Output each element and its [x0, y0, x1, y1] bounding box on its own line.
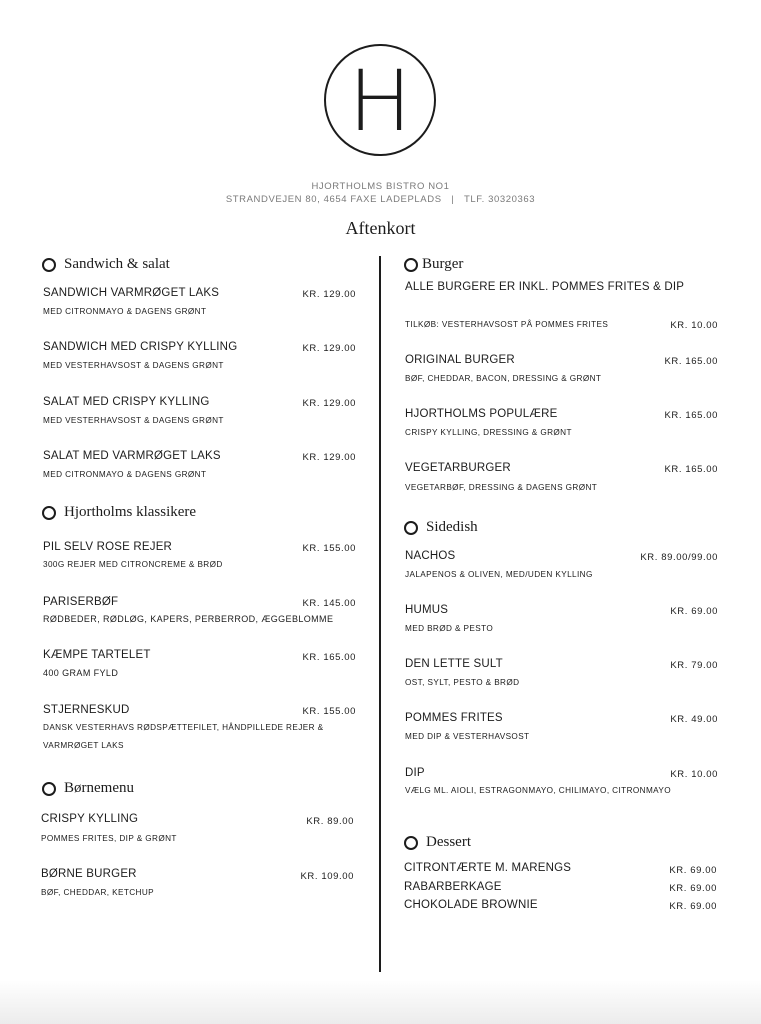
menu-item-description: 300G REJER MED CITRONCREME & BRØD	[43, 560, 223, 569]
menu-item-name: NACHOS	[405, 550, 456, 562]
section-heading-bornemenu: Børnemenu	[42, 780, 134, 797]
menu-item-name: SANDWICH MED CRISPY KYLLING	[43, 341, 238, 353]
menu-item-description: BØF, CHEDDAR, BACON, DRESSING & GRØNT	[405, 374, 602, 383]
menu-item-price: KR. 129.00	[302, 452, 356, 463]
menu-item-name: HJORTHOLMS POPULÆRE	[405, 408, 558, 420]
menu-item-description: OST, SYLT, PESTO & BRØD	[405, 678, 520, 687]
menu-item-price: KR. 69.00	[669, 883, 717, 894]
circle-bullet-icon	[404, 521, 418, 535]
restaurant-name: HJORTHOLMS BISTRO NO1	[311, 181, 450, 192]
menu-item-price: KR. 155.00	[302, 706, 356, 717]
menu-item-name: HUMUS	[405, 604, 449, 616]
menu-item-price: KR. 165.00	[302, 652, 356, 663]
menu-item-description: MED VESTERHAVSOST & DAGENS GRØNT	[43, 416, 224, 425]
menu-item-description: 400 GRAM FYLD	[43, 668, 119, 678]
menu-item-name: PIL SELV ROSE REJER	[43, 541, 173, 553]
menu-item-description: VARMRØGET LAKS	[43, 741, 124, 750]
menu-item-description: VEGETARBØF, DRESSING & DAGENS GRØNT	[405, 483, 598, 492]
menu-item-price: KR. 145.00	[302, 598, 356, 609]
menu-item-name: SALAT MED VARMRØGET LAKS	[43, 450, 221, 462]
menu-item-name: KÆMPE TARTELET	[43, 649, 151, 661]
menu-item-price: KR. 155.00	[302, 543, 356, 554]
menu-item-name: DEN LETTE SULT	[405, 658, 503, 670]
menu-item-price: KR. 129.00	[302, 398, 356, 409]
menu-item-description: CRISPY KYLLING, DRESSING & GRØNT	[405, 428, 572, 437]
menu-item-name: CHOKOLADE BROWNIE	[404, 899, 538, 911]
menu-item-name: PARISERBØF	[43, 596, 119, 608]
menu-item-description: RØDBEDER, RØDLØG, KAPERS, PERBERROD, ÆGGEBLOMME	[43, 614, 334, 624]
section-heading-sandwich: Sandwich & salat	[42, 256, 170, 273]
menu-item-name: DIP	[405, 767, 425, 779]
column-divider	[379, 256, 381, 972]
menu-item-name: RABARBERKAGE	[404, 881, 502, 893]
menu-item-price: KR. 69.00	[669, 901, 717, 912]
circle-bullet-icon	[42, 782, 56, 796]
menu-item-price: KR. 129.00	[302, 289, 356, 300]
menu-item-price: KR. 165.00	[664, 356, 718, 367]
menu-item-price: KR. 165.00	[664, 464, 718, 475]
menu-item-description: MED BRØD & PESTO	[405, 624, 494, 633]
menu-item-price: KR. 69.00	[670, 606, 718, 617]
menu-item-name: POMMES FRITES	[405, 712, 503, 724]
addon-name: TILKØB: VESTERHAVSOST PÅ POMMES FRITES	[405, 320, 609, 329]
menu-item-name: VEGETARBURGER	[405, 462, 511, 474]
menu-item-description: VÆLG ML. AIOLI, ESTRAGONMAYO, CHILIMAYO, CITRONMAYO	[405, 786, 672, 795]
section-heading-klassikere: Hjortholms klassikere	[42, 504, 196, 521]
burger-note: ALLE BURGERE ER INKL. POMMES FRITES & DIP	[405, 281, 685, 293]
menu-item-price: KR. 129.00	[302, 343, 356, 354]
circle-bullet-icon	[404, 258, 418, 272]
circle-bullet-icon	[42, 258, 56, 272]
menu-item-name: SALAT MED CRISPY KYLLING	[43, 396, 210, 408]
menu-item-price: KR. 69.00	[669, 865, 717, 876]
menu-item-description: DANSK VESTERHAVS RØDSPÆTTEFILET, HÅNDPILLEDE REJER &	[43, 723, 324, 732]
circle-bullet-icon	[42, 506, 56, 520]
menu-item-description: MED VESTERHAVSOST & DAGENS GRØNT	[43, 361, 224, 370]
menu-item-price: KR. 10.00	[670, 769, 718, 780]
menu-item-description: POMMES FRITES, DIP & GRØNT	[41, 834, 177, 843]
menu-item-price: KR. 79.00	[670, 660, 718, 671]
menu-item-name: CITRONTÆRTE M. MARENGS	[404, 862, 572, 874]
menu-item-name: BØRNE BURGER	[41, 868, 137, 880]
menu-item-name: CRISPY KYLLING	[41, 813, 139, 825]
section-heading-burger: Burger	[404, 256, 463, 273]
menu-item-price: KR. 109.00	[300, 871, 354, 882]
menu-title: Aftenkort	[345, 218, 416, 238]
circle-bullet-icon	[404, 836, 418, 850]
logo-letter: H	[348, 52, 412, 150]
menu-item-description: BØF, CHEDDAR, KETCHUP	[41, 888, 155, 897]
menu-item-price: KR. 165.00	[664, 410, 718, 421]
menu-item-name: SANDWICH VARMRØGET LAKS	[43, 287, 220, 299]
addon-price: KR. 10.00	[670, 320, 718, 331]
menu-item-price: KR. 89.00	[306, 816, 354, 827]
menu-item-price: KR. 89.00/99.00	[640, 552, 718, 563]
section-heading-sidedish: Sidedish	[404, 519, 478, 536]
restaurant-logo	[324, 44, 436, 156]
restaurant-address: STRANDVEJEN 80, 4654 FAXE LADEPLADS | TLF. 30320363	[225, 194, 536, 205]
menu-item-price: KR. 49.00	[670, 714, 718, 725]
section-heading-dessert: Dessert	[404, 834, 471, 851]
menu-item-description: MED DIP & VESTERHAVSOST	[405, 732, 530, 741]
menu-item-name: ORIGINAL BURGER	[405, 354, 515, 366]
page-bottom-shadow	[0, 980, 761, 1024]
menu-item-description: MED CITRONMAYO & DAGENS GRØNT	[43, 307, 207, 316]
menu-item-description: MED CITRONMAYO & DAGENS GRØNT	[43, 470, 207, 479]
menu-item-description: JALAPENOS & OLIVEN, MED/UDEN KYLLING	[405, 570, 593, 579]
menu-item-name: STJERNESKUD	[43, 704, 130, 716]
